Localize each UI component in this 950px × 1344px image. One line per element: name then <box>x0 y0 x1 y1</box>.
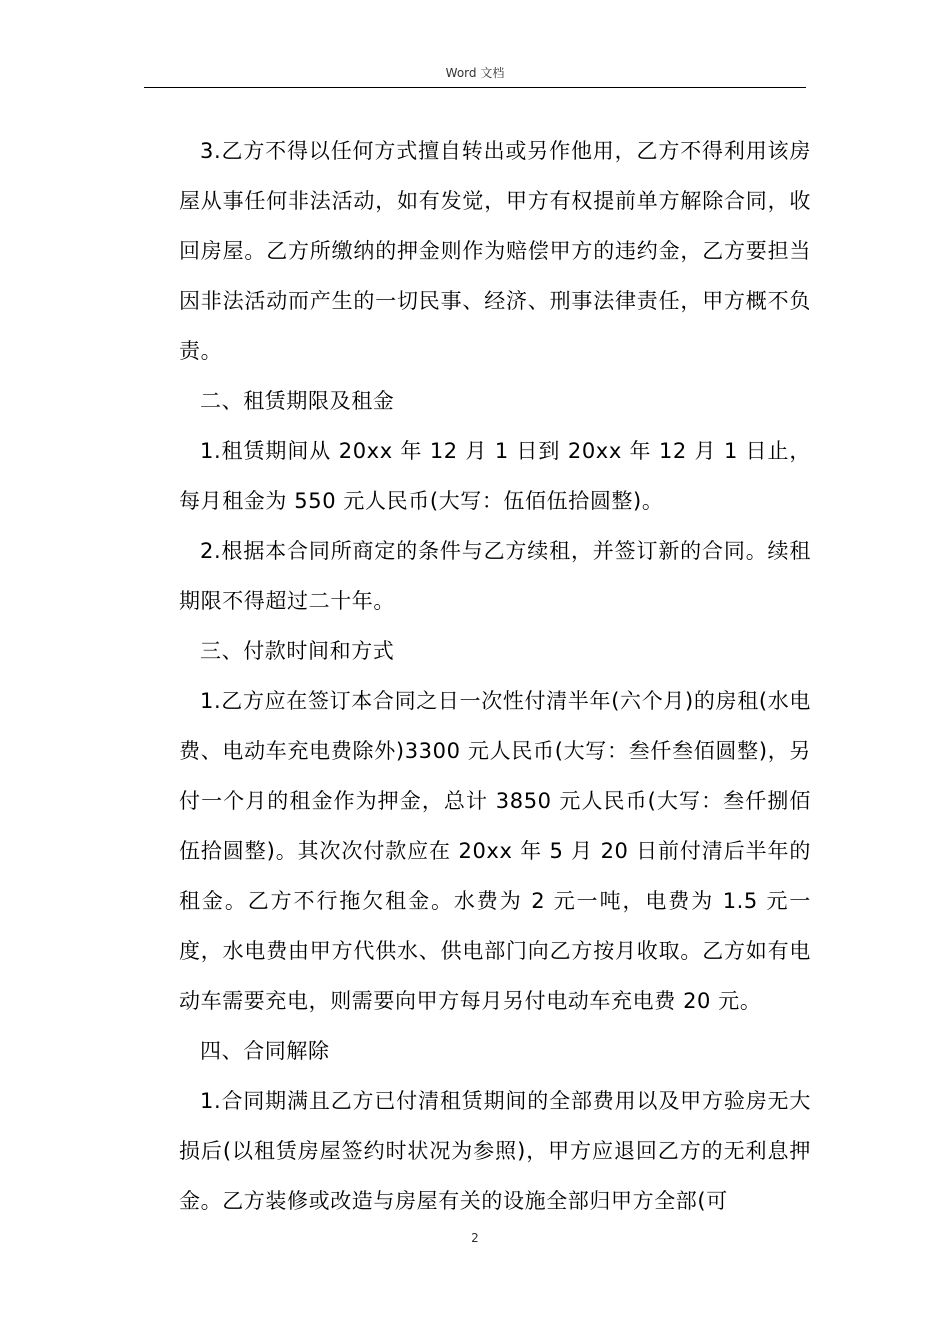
document-body <box>179 126 811 1226</box>
header-divider <box>144 87 806 88</box>
section-heading-lease-term: 二、租赁期限及租金 <box>200 389 395 413</box>
page-header: Word 文档 <box>445 66 505 80</box>
paragraph-renewal: 2.根据本合同所商定的条件与乙方续租，并签订新的合同。续租期限不得超过二十年。 <box>179 539 811 613</box>
paragraph-lease-period: 1.租赁期间从 20xx 年 12 月 1 日到 20xx 年 12 月 1 日止，每月租金为 550 元人民币(大写：伍佰伍拾圆整)。 <box>179 439 811 513</box>
paragraph-clause-3: 3.乙方不得以任何方式擅自转出或另作他用，乙方不得利用该房屋从事任何非法活动，如有发觉，甲方有权提前单方解除合同，收回房屋。乙方所缴纳的押金则作为赔偿甲方的违约金，乙方要担当因非法活动而产生的一切民事、经济、刑事法律责任，甲方概不负责。 <box>179 139 811 363</box>
page-number: 2 <box>471 1231 479 1245</box>
paragraph-termination: 1.合同期满且乙方已付清租赁期间的全部费用以及甲方验房无大损后(以租赁房屋签约时状况为参照)，甲方应退回乙方的无利息押金。乙方装修或改造与房屋有关的设施全部归甲方全部(可 <box>179 1089 811 1213</box>
section-heading-payment: 三、付款时间和方式 <box>200 639 395 663</box>
paragraph-payment-terms: 1.乙方应在签订本合同之日一次性付清半年(六个月)的房租(水电费、电动车充电费除外)3300 元人民币(大写：叁仟叁佰圆整)，另付一个月的租金作为押金，总计 3850 元人民币(大写：叁仟捌佰伍拾圆整)。其次次付款应在 20xx 年 5 月 20 日前付清后半年的租金。乙方不行拖欠租金。水费为 2 元一吨，电费为 1.5 元一度，水电费由甲方代供水、供电部门向乙方按月收取。乙方如有电动车需要充电，则需要向甲方每月另付电动车充电费 20 元。 <box>179 689 811 1013</box>
section-heading-termination: 四、合同解除 <box>200 1039 330 1063</box>
